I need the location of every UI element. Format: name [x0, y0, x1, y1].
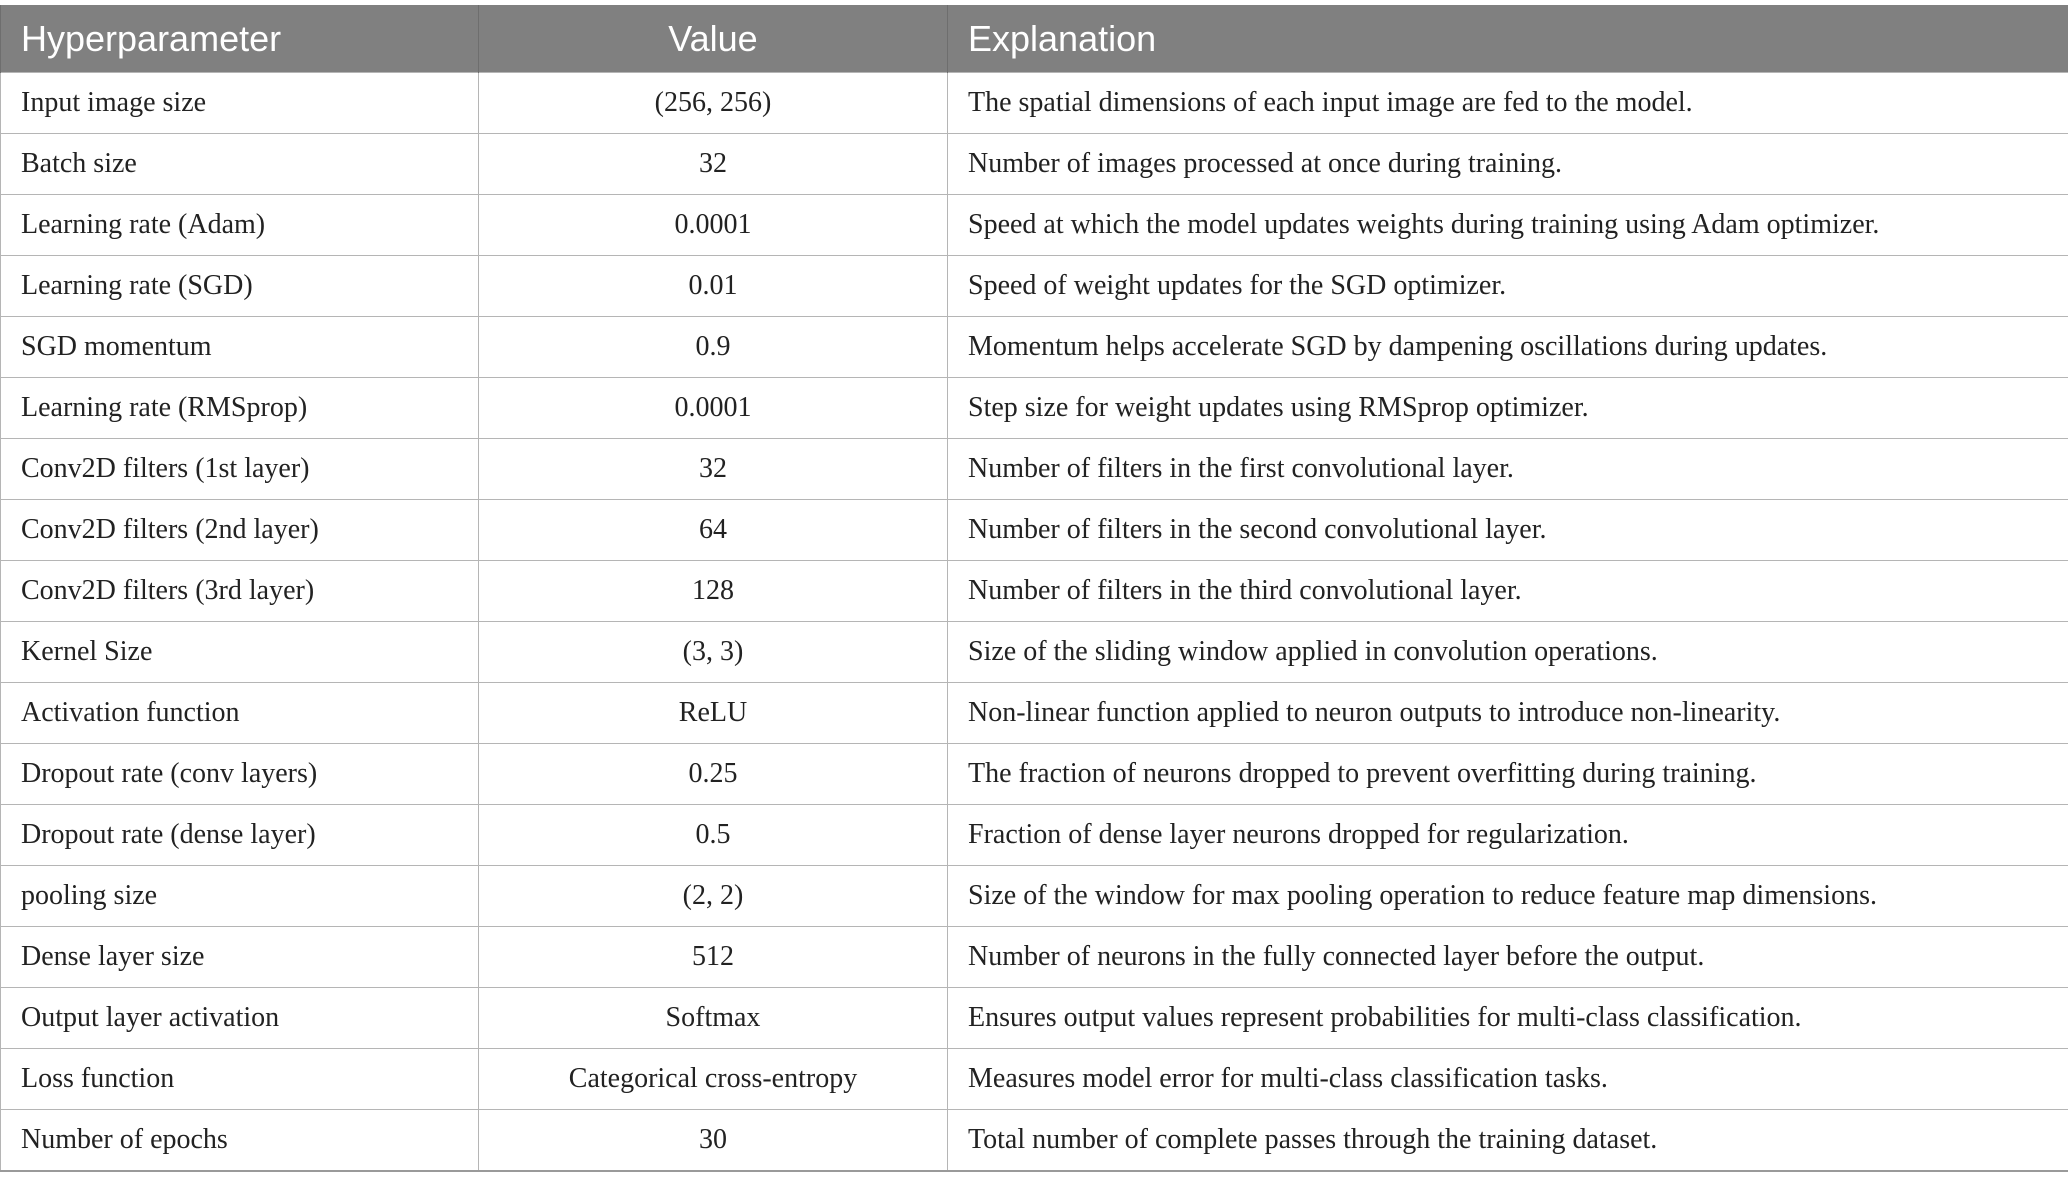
- cell-explanation: Non-linear function applied to neuron outputs to introduce non-linearity.: [948, 683, 2068, 744]
- cell-hyperparameter: Learning rate (Adam): [1, 195, 479, 256]
- cell-hyperparameter: Activation function: [1, 683, 479, 744]
- cell-explanation: Number of filters in the third convolutional layer.: [948, 561, 2068, 622]
- table-row: [1, 622, 2068, 683]
- table-row: [1, 744, 2068, 805]
- cell-explanation: The spatial dimensions of each input image are fed to the model.: [948, 73, 2068, 134]
- cell-explanation: Step size for weight updates using RMSprop optimizer.: [948, 378, 2068, 439]
- cell-explanation: Number of images processed at once during training.: [948, 134, 2068, 195]
- table-row: [1, 988, 2068, 1049]
- table-row: [1, 1049, 2068, 1110]
- table-row: [1, 927, 2068, 988]
- cell-value: 32: [479, 134, 948, 195]
- table-row: [1, 1110, 2068, 1172]
- table-row: [1, 805, 2068, 866]
- cell-hyperparameter: Input image size: [1, 73, 479, 134]
- cell-explanation: Number of filters in the first convolutional layer.: [948, 439, 2068, 500]
- cell-explanation: Speed of weight updates for the SGD optimizer.: [948, 256, 2068, 317]
- table-row: [1, 73, 2068, 134]
- cell-explanation: Size of the window for max pooling operation to reduce feature map dimensions.: [948, 866, 2068, 927]
- cell-hyperparameter: Dense layer size: [1, 927, 479, 988]
- cell-hyperparameter: Learning rate (RMSprop): [1, 378, 479, 439]
- cell-hyperparameter: Dropout rate (conv layers): [1, 744, 479, 805]
- cell-value: 30: [479, 1110, 948, 1172]
- header-row: [1, 5, 2068, 73]
- cell-value: 0.9: [479, 317, 948, 378]
- cell-explanation: Size of the sliding window applied in convolution operations.: [948, 622, 2068, 683]
- cell-hyperparameter: Kernel Size: [1, 622, 479, 683]
- header-value: Value: [479, 5, 948, 73]
- cell-hyperparameter: Dropout rate (dense layer): [1, 805, 479, 866]
- cell-value: 0.0001: [479, 195, 948, 256]
- cell-explanation: The fraction of neurons dropped to prevent overfitting during training.: [948, 744, 2068, 805]
- table-row: [1, 256, 2068, 317]
- cell-explanation: Ensures output values represent probabilities for multi-class classification.: [948, 988, 2068, 1049]
- cell-value: 0.5: [479, 805, 948, 866]
- table-row: [1, 317, 2068, 378]
- table-row: [1, 439, 2068, 500]
- cell-explanation: Total number of complete passes through the training dataset.: [948, 1110, 2068, 1172]
- cell-hyperparameter: Conv2D filters (3rd layer): [1, 561, 479, 622]
- cell-value: (256, 256): [479, 73, 948, 134]
- cell-value: 0.0001: [479, 378, 948, 439]
- cell-value: Softmax: [479, 988, 948, 1049]
- cell-value: 128: [479, 561, 948, 622]
- cell-value: Categorical cross-entropy: [479, 1049, 948, 1110]
- table-row: [1, 378, 2068, 439]
- cell-explanation: Number of neurons in the fully connected layer before the output.: [948, 927, 2068, 988]
- table-row: [1, 134, 2068, 195]
- cell-hyperparameter: Output layer activation: [1, 988, 479, 1049]
- cell-hyperparameter: SGD momentum: [1, 317, 479, 378]
- cell-hyperparameter: Batch size: [1, 134, 479, 195]
- table-body: [1, 73, 2068, 1172]
- cell-explanation: Fraction of dense layer neurons dropped for regularization.: [948, 805, 2068, 866]
- table-header: [1, 5, 2068, 73]
- table-row: [1, 561, 2068, 622]
- cell-value: 0.25: [479, 744, 948, 805]
- cell-hyperparameter: Number of epochs: [1, 1110, 479, 1172]
- cell-hyperparameter: Learning rate (SGD): [1, 256, 479, 317]
- cell-value: 32: [479, 439, 948, 500]
- cell-explanation: Measures model error for multi-class classification tasks.: [948, 1049, 2068, 1110]
- cell-hyperparameter: Conv2D filters (1st layer): [1, 439, 479, 500]
- cell-hyperparameter: Loss function: [1, 1049, 479, 1110]
- hyperparameter-table: [0, 5, 2068, 1172]
- cell-value: 0.01: [479, 256, 948, 317]
- cell-hyperparameter: pooling size: [1, 866, 479, 927]
- cell-value: (3, 3): [479, 622, 948, 683]
- cell-explanation: Speed at which the model updates weights during training using Adam optimizer.: [948, 195, 2068, 256]
- header-explanation: Explanation: [948, 5, 2068, 73]
- table-row: [1, 866, 2068, 927]
- cell-value: ReLU: [479, 683, 948, 744]
- table-row: [1, 500, 2068, 561]
- cell-explanation: Number of filters in the second convolutional layer.: [948, 500, 2068, 561]
- table-row: [1, 683, 2068, 744]
- cell-explanation: Momentum helps accelerate SGD by dampening oscillations during updates.: [948, 317, 2068, 378]
- header-hyperparameter: Hyperparameter: [1, 5, 479, 73]
- cell-value: 512: [479, 927, 948, 988]
- cell-hyperparameter: Conv2D filters (2nd layer): [1, 500, 479, 561]
- table-row: [1, 195, 2068, 256]
- hyperparameter-table-container: [0, 5, 2068, 1172]
- cell-value: (2, 2): [479, 866, 948, 927]
- cell-value: 64: [479, 500, 948, 561]
